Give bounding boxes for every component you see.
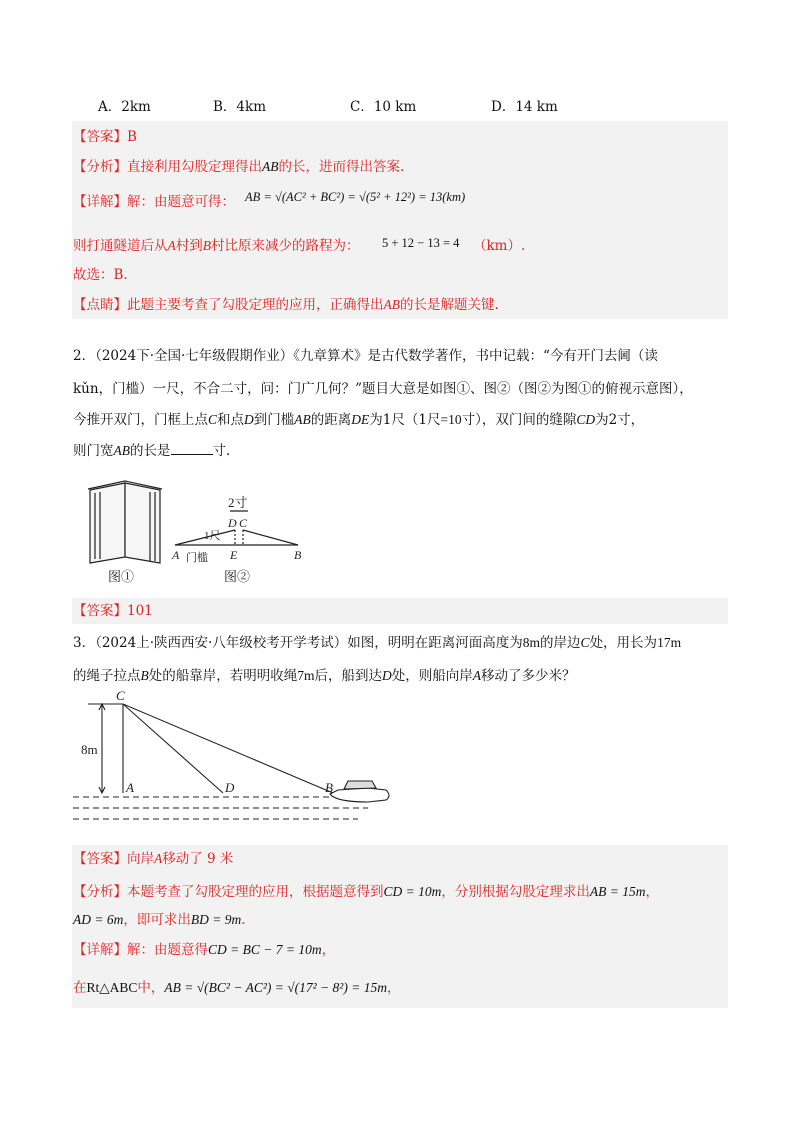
text: 寸），双门间的缝隙 (461, 412, 577, 428)
analysis-tag: 【分析】 (73, 884, 127, 900)
var-b: B (140, 668, 149, 683)
q1-answer (73, 128, 137, 146)
text: 处，则船向岸 (391, 668, 473, 684)
q2-figure (80, 475, 320, 593)
q3-analysis-2 (73, 911, 246, 929)
q1-option-d: D．14 km (491, 99, 558, 115)
fig2-label-top: 2寸 (228, 495, 248, 510)
q1-comment (73, 296, 499, 314)
formula-cd: CD = 10m (383, 884, 442, 899)
q1-therefore: 故选：B. (73, 267, 128, 283)
analysis-tag: 【分析】 (73, 159, 127, 175)
analysis-text: ， (645, 884, 659, 900)
answer-text: 向岸 (127, 851, 154, 867)
formula-cd-detail: CD = BC − 7 = 10m (208, 942, 322, 957)
fig2-label-d: D (228, 516, 237, 530)
q1-reduced-formula: 5 + 12 − 13 = 4 (382, 236, 460, 250)
var-c: C (208, 412, 218, 427)
q2-line-2: kǔn，门槛）一尺，不合二寸，问：门广几何？”题目大意是如图①、图②（图②为图①的俯视示意图）， (73, 381, 693, 397)
var-ab: AB (262, 159, 279, 174)
var-cd: CD (576, 412, 596, 427)
var-d: D (244, 412, 254, 427)
detail-text: 解：由题意得 (127, 942, 208, 958)
q3-detail (73, 941, 335, 959)
var-b: B (202, 238, 211, 253)
text: 村到 (175, 238, 203, 254)
var-ab: AB (113, 443, 130, 458)
text: 则打通隧道后从 (73, 238, 168, 254)
var-ab: AB (294, 412, 311, 427)
q1-detail (73, 193, 235, 211)
q3-line-1 (73, 634, 681, 652)
fig1-doors (88, 481, 162, 563)
fig-label-d: D (225, 780, 235, 795)
text: 和点 (217, 412, 245, 428)
detail-text: ， (386, 980, 401, 996)
text: 今推开双门，门框上点 (73, 412, 208, 428)
segment-cd (123, 704, 223, 793)
formula-ad: AD = 6m (73, 912, 124, 927)
q1-detail-formula: AB = √(AC² + BC²) = √(5² + 12²) = 13(km) (245, 190, 466, 204)
text: 的绳子拉点 (73, 668, 141, 684)
detail-text: 在 (73, 980, 87, 996)
fig-label-a: A (126, 780, 134, 795)
text: 到门槛 (253, 412, 295, 428)
answer-tag: 【答案】 (73, 129, 127, 145)
var-d: D (382, 668, 392, 683)
comment-text: 的长是解题关键. (400, 297, 499, 313)
analysis-text: ，即可求出 (123, 912, 191, 928)
fig-label-8m: 8m (81, 742, 98, 757)
q3-figure (68, 688, 398, 826)
answer-value: B (127, 129, 137, 145)
q1-option-a: A．2km (98, 99, 151, 115)
q1-reduced-unit: （km）. (473, 238, 526, 254)
q3-answer (73, 850, 233, 868)
triangle-abc: Rt△ABC (86, 980, 138, 995)
fig2-label-sill: 门槛 (186, 552, 208, 564)
q2-line-1: 2．（2024下·全国·七年级假期作业）《九章算术》是古代数学著作，书中记载：“今有开门去阃（读 (73, 348, 658, 364)
text: 3．（2024上·陕西西安·八年级校考开学考试）如图，明明在距离河面高度为 (73, 635, 523, 651)
var-de: DE (351, 412, 370, 427)
text: 则门宽 (73, 443, 114, 459)
detail-text: 中， (137, 980, 165, 996)
text: 处的船靠岸，若明明收绳 (148, 668, 298, 684)
text: 为1尺（1尺 (369, 412, 441, 428)
formula-ab: AB = 15m (589, 884, 646, 899)
q1-solution-box (72, 121, 728, 319)
q2-line-4 (73, 442, 230, 460)
comment-text: 此题主要考查了勾股定理的应用，正确得出 (127, 297, 384, 313)
detail-text: ， (321, 942, 336, 958)
var-a: A (154, 851, 163, 866)
text: 后，船到达 (314, 668, 383, 684)
comment-tag: 【点睛】 (73, 297, 127, 313)
answer-tag: 【答案】 (73, 851, 127, 867)
detail-tag: 【详解】 (73, 194, 127, 210)
q3-analysis-1 (73, 883, 659, 901)
answer-blank (171, 442, 213, 455)
boat-icon (330, 781, 389, 802)
var-c: C (580, 635, 590, 650)
text: 移动了多少米？ (481, 668, 576, 684)
fig2-caption: 图② (224, 569, 251, 584)
fig-label-b: B (325, 780, 333, 795)
q1-analysis (73, 158, 404, 176)
text: 的距离 (310, 412, 352, 428)
analysis-text: 本题考查了勾股定理的应用，根据题意得到 (127, 884, 384, 900)
q1-reduced-distance (73, 237, 360, 255)
formula-bd: BD = 9m (190, 912, 242, 927)
formula-ab-detail: AB = √(BC² − AC²) = √(17² − 8²) = 15m (164, 980, 387, 995)
q3-line-2 (73, 667, 576, 685)
height-8m: 8m (522, 635, 541, 650)
answer-text: 移动了 9 米 (162, 851, 234, 867)
q1-option-b: B．4km (213, 99, 266, 115)
fig2-label-b: B (294, 548, 302, 562)
analysis-text: ，分别根据勾股定理求出 (441, 884, 590, 900)
answer-tag: 【答案】 (73, 603, 127, 619)
analysis-text: 的长，进而得出答案. (278, 159, 405, 175)
var-ab: AB (383, 297, 400, 312)
fig2-label-c: C (239, 516, 248, 530)
var-a: A (472, 668, 482, 683)
text: 寸. (212, 443, 231, 459)
fig1-caption: 图① (108, 569, 135, 584)
text: 的岸边 (540, 635, 581, 651)
detail-tag: 【详解】 (73, 942, 127, 958)
q2-answer (73, 602, 153, 620)
q2-line-3 (73, 411, 644, 429)
rope-7m: 7m (297, 668, 315, 683)
q1-option-c: C．10 km (350, 99, 417, 115)
fig2-label-e: E (230, 548, 238, 562)
q3-detail-2 (73, 979, 400, 997)
fig-label-c: C (116, 688, 125, 703)
analysis-text: . (241, 912, 246, 928)
text: 村比原来减少的路程为： (211, 238, 360, 254)
analysis-text: 直接利用勾股定理得出 (127, 159, 262, 175)
q2-answer-box (72, 598, 728, 624)
equals-ten: =10 (440, 412, 462, 427)
detail-text: 解：由题意可得： (127, 194, 235, 210)
var-a: A (167, 238, 176, 253)
fig2-label-chi: 1尺 (204, 530, 221, 542)
rope-17m: 17m (657, 635, 682, 650)
text: 为2寸， (595, 412, 645, 428)
fig2-label-a: A (172, 548, 180, 562)
text: 处，用长为 (589, 635, 658, 651)
text: 的长是 (130, 443, 171, 459)
answer-value: 101 (127, 603, 153, 619)
